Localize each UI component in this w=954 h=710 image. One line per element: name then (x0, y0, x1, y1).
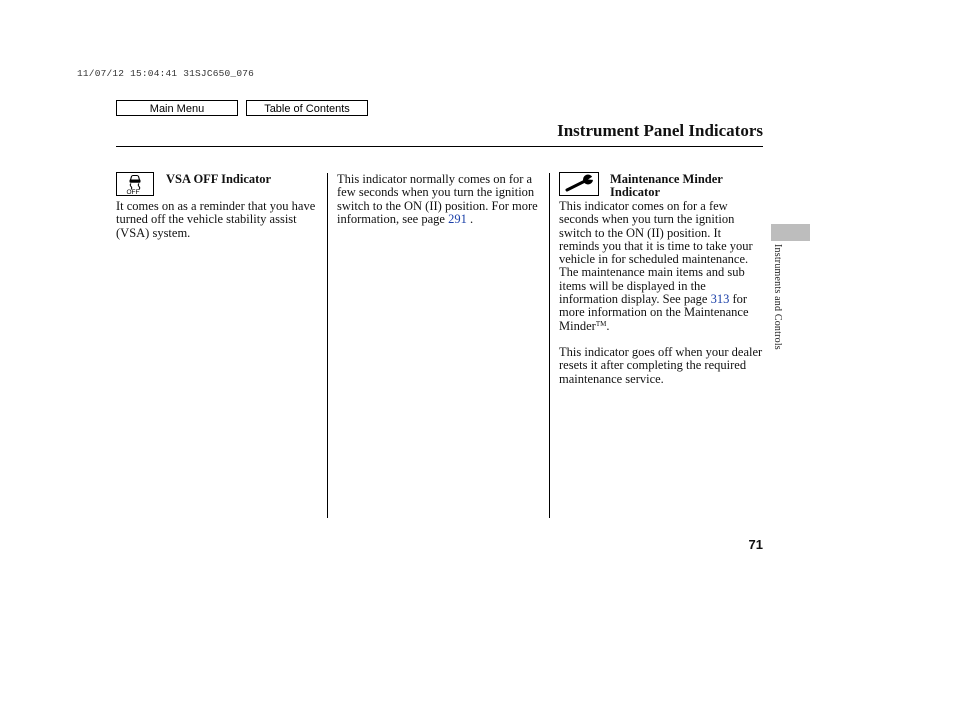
maintenance-minder-heading: Maintenance Minder Indicator (610, 172, 723, 200)
vsa-off-details-text: This indicator normally comes on for a few seconds when you turn the ignition switch to the ON (II) position. For more information, see page (337, 172, 538, 226)
trademark-symbol: TM (595, 319, 607, 328)
vsa-off-icon-label: OFF (126, 189, 140, 195)
vsa-off-details (337, 173, 547, 226)
vsa-off-details-end: . (469, 211, 474, 226)
maintenance-minder-description (559, 200, 764, 333)
section-tab-label: Instruments and Controls (772, 244, 783, 350)
vsa-off-description: It comes on as a reminder that you have turned off the vehicle stability assist (VSA) system. (116, 199, 316, 240)
page-number: 71 (748, 537, 763, 552)
maintenance-minder-text-b: for more information on the Maintenance Minder (559, 292, 749, 333)
column-divider-1 (327, 173, 328, 518)
maintenance-minder-text-end: . (606, 318, 610, 333)
page-link-291[interactable]: 291 (448, 211, 467, 226)
title-divider (116, 146, 763, 147)
page-title: Instrument Panel Indicators (557, 121, 763, 140)
section-tab[interactable] (771, 224, 810, 241)
vsa-off-heading: VSA OFF Indicator (166, 172, 272, 186)
column-divider-2 (549, 173, 550, 518)
table-of-contents-button[interactable]: Table of Contents (246, 100, 368, 116)
main-menu-button[interactable]: Main Menu (116, 100, 238, 116)
maintenance-minder-text-a: This indicator comes on for a few seconds when you turn the ignition switch to the ON (II) position. It reminds you that it is time to take your vehicle in for scheduled maintenance. The maintenance main items and sub items will be displayed in the information display. See page (559, 199, 753, 307)
vsa-off-icon (116, 172, 154, 196)
page-link-313[interactable]: 313 (710, 292, 730, 307)
maintenance-minder-reset-note: This indicator goes off when your dealer resets it after completing the required maintenance service. (559, 345, 763, 386)
document-timestamp: 11/07/12 15:04:41 31SJC650_076 (77, 68, 255, 79)
wrench-icon (559, 172, 599, 196)
